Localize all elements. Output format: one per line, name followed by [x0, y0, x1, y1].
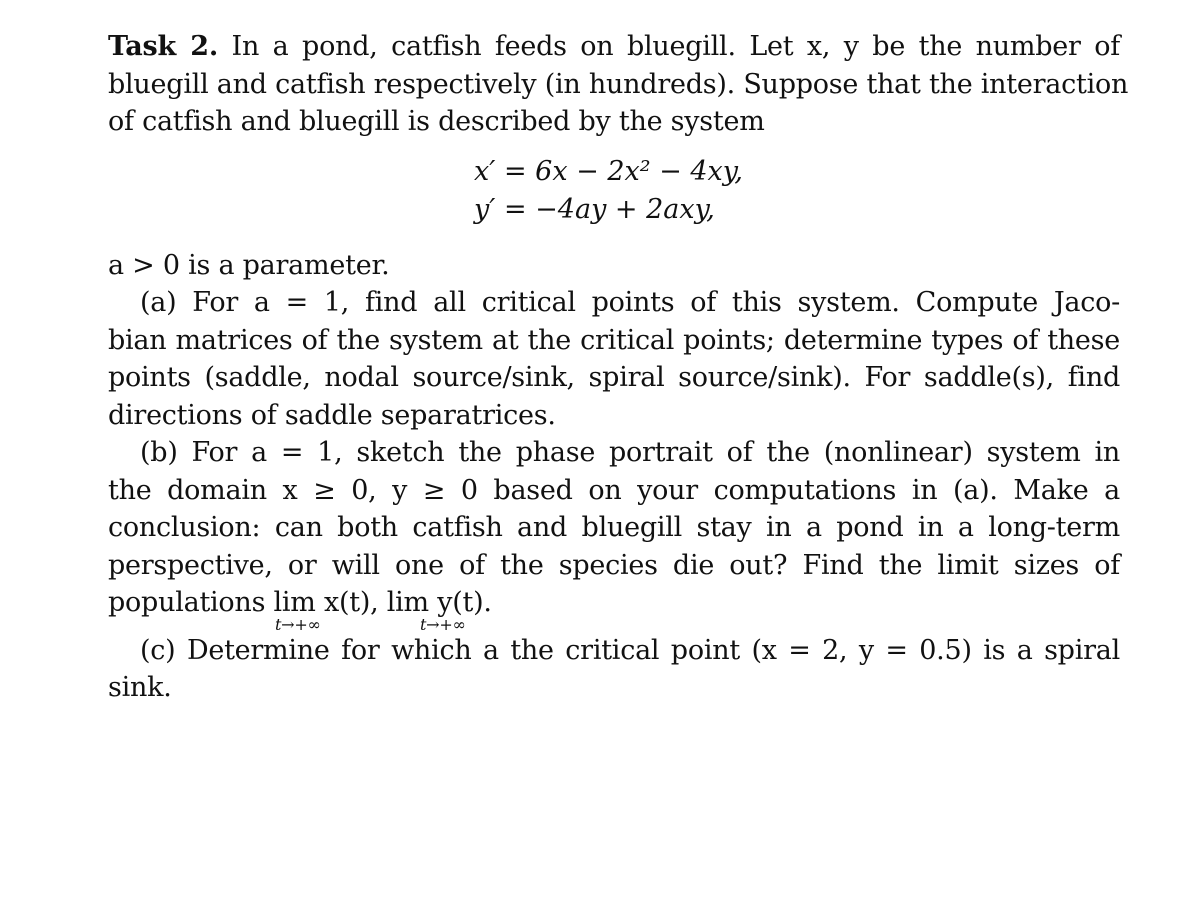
part-b-line-2: the domain x ≥ 0, y ≥ 0 based on your computations in (a). Make a: [108, 474, 1120, 506]
equation-x-prime: x′ = 6x − 2x² − 4xy,: [474, 155, 744, 187]
part-b-line-4: perspective, or will one of the species die out? Find the limit sizes of: [108, 549, 1120, 581]
problem-document: [108, 28, 1129, 707]
limit-subscript-x: t→+∞: [275, 615, 321, 634]
parameter-line: a > 0 is a parameter.: [108, 249, 390, 281]
part-b-limits-text: populations lim x(t), lim y(t).: [108, 587, 492, 618]
part-a-line-1: (a) For a = 1, find all critical points of this system. Compute Jaco-: [140, 287, 1120, 318]
limit-spacer: [108, 622, 1120, 632]
intro-line-1: [108, 28, 1120, 66]
part-b-line-1: (b) For a = 1, sketch the phase portrait of the (nonlinear) system in: [140, 437, 1120, 468]
equation-y-prime: y′ = −4ay + 2axy,: [474, 193, 715, 225]
intro-text-1: In a pond, catfish feeds on bluegill. Let x, y be the number of: [231, 31, 1120, 62]
part-a-line-3: points (saddle, nodal source/sink, spiral source/sink). For saddle(s), find: [108, 362, 1120, 393]
intro-line-3: of catfish and bluegill is described by the system: [108, 106, 765, 137]
task-heading: Task 2.: [108, 31, 218, 62]
part-a-line-4: directions of saddle separatrices.: [108, 399, 556, 431]
limit-subscript-y: t→+∞: [420, 615, 466, 634]
part-b-limits-line: [108, 584, 1120, 634]
part-b-line-3: conclusion: can both catfish and bluegill stay in a pond in a long-term: [108, 512, 1120, 543]
equation-system: [108, 153, 1120, 229]
intro-line-2: bluegill and catfish respectively (in hundreds). Suppose that the interaction: [108, 68, 1129, 100]
part-c-line-2: sink.: [108, 672, 172, 703]
part-a-line-2: bian matrices of the system at the critical points; determine types of these: [108, 324, 1120, 356]
part-c-line-1: (c) Determine for which a the critical point (x = 2, y = 0.5) is a spiral: [140, 634, 1120, 666]
